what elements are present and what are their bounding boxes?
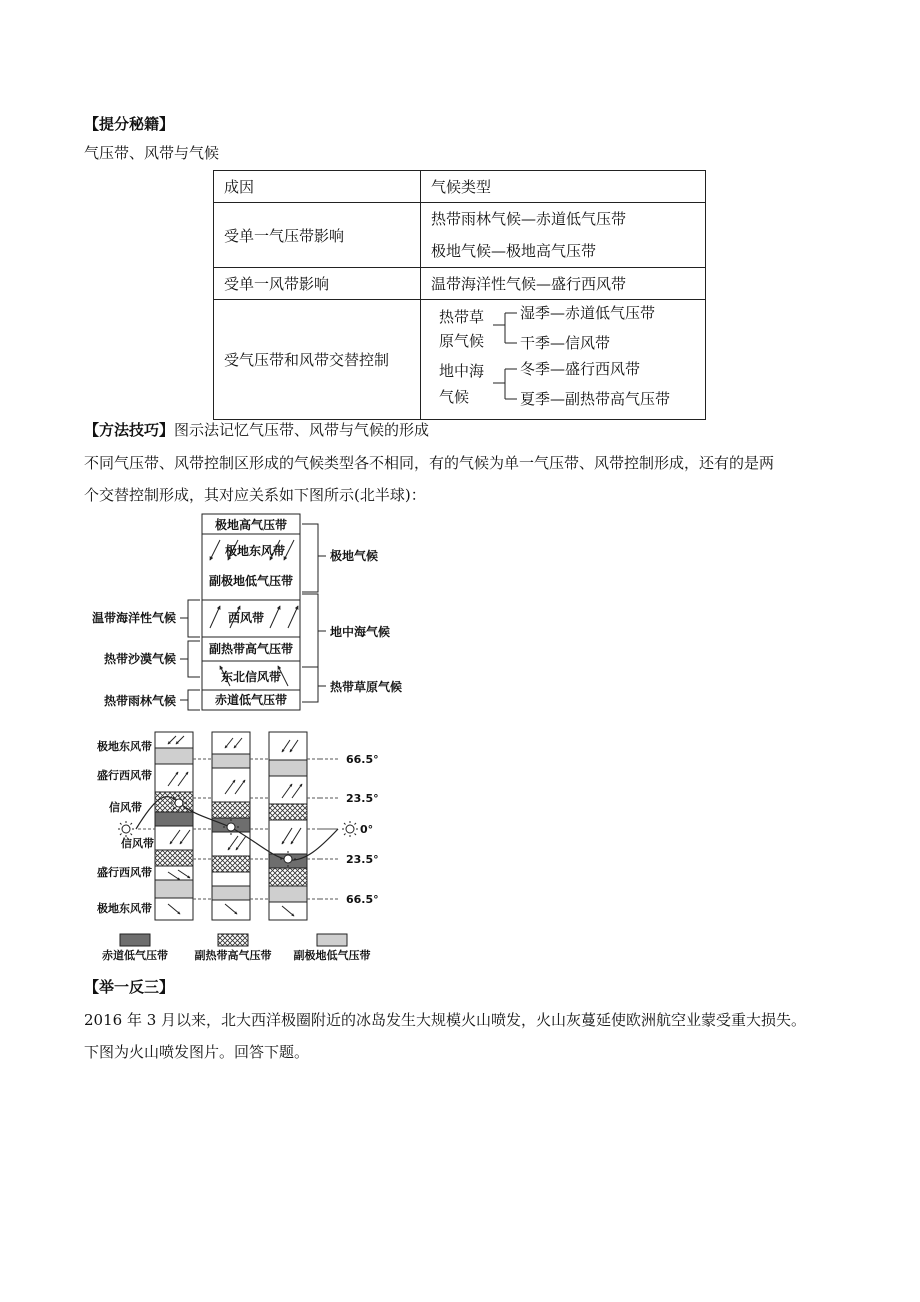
method-paragraph-line: 不同气压带、风带控制区形成的气候类型各不相同，有的气候为单一气压带、风带控制形成，还有的是两: [84, 454, 775, 472]
practice-heading: 【举一反三】: [84, 978, 175, 996]
belt-label: 信风带: [121, 837, 154, 850]
band-label: 极地高气压带: [214, 518, 288, 532]
legend-label: 副极地低气压带: [293, 949, 371, 962]
latitude-label: 23.5°: [346, 853, 379, 866]
bracket-connectors: [427, 303, 537, 417]
climate-label: 温带海洋性气候: [91, 611, 176, 625]
climate-line: 热带雨林气候—赤道低气压带: [431, 210, 627, 228]
latitude-label: 0°: [360, 823, 374, 836]
climate-label: 热带草原气候: [330, 680, 403, 694]
left-brackets: [180, 600, 200, 710]
group-name-line: 地中海: [439, 361, 485, 380]
legend-label: 赤道低气压带: [102, 949, 168, 962]
band-label: 赤道低气压带: [214, 693, 288, 707]
tips-heading: 【提分秘籍】: [84, 115, 175, 133]
climate-label: 热带沙漠气候: [103, 652, 176, 666]
table-header-cause: 成因: [214, 171, 421, 203]
right-brackets: [302, 524, 326, 702]
group-name-line: 热带草: [439, 307, 485, 326]
legend-swatches: [120, 934, 347, 946]
latitude-label: 66.5°: [346, 893, 379, 906]
table-row: [214, 268, 706, 300]
belt-shift-diagram: [80, 728, 400, 964]
method-heading: 【方法技巧】: [84, 421, 175, 439]
table-header-row: [214, 171, 706, 203]
group-item: 干季—信风带: [520, 333, 611, 352]
group-item: 冬季—盛行西风带: [520, 359, 641, 378]
table-cell-climates: 温带海洋性气候—盛行西风带: [421, 268, 706, 300]
band-label: 西风带: [227, 611, 265, 625]
climate-table: [213, 170, 706, 420]
table-header-climate: 气候类型: [421, 171, 706, 203]
table-row: [214, 300, 706, 420]
table-row: [214, 203, 706, 268]
band-label: 极地东风带: [224, 544, 286, 558]
belt-label: 盛行西风带: [97, 769, 152, 782]
tips-subtitle: 气压带、风带与气候: [84, 144, 220, 162]
table-cell-cause: 受气压带和风带交替控制: [214, 300, 421, 420]
belt-label: 信风带: [109, 801, 142, 814]
band-climate-diagram: [80, 512, 420, 714]
group-name-line: 气候: [439, 387, 470, 406]
latitude-label: 66.5°: [346, 753, 379, 766]
column-right: [269, 732, 307, 920]
method-heading-line: [84, 420, 429, 440]
group-name-line: 原气候: [439, 331, 485, 350]
method-paragraph-line: 个交替控制形成，其对应关系如下图所示(北半球)：: [84, 486, 426, 504]
band-label: 副极地低气压带: [208, 574, 294, 588]
practice-paragraph-line: 下图为火山喷发图片。回答下题。: [84, 1043, 310, 1061]
group-item: 夏季—副热带高气压带: [520, 389, 671, 408]
table-cell-alternating: [421, 300, 706, 420]
belt-label: 盛行西风带: [97, 866, 152, 879]
practice-paragraph-line: 2016 年 3 月以来，北大西洋极圈附近的冰岛发生大规模火山喷发，火山灰蔓延使欧洲航空业蒙受重大损失。: [84, 1011, 807, 1029]
table-cell-cause: 受单一风带影响: [214, 268, 421, 300]
belt-label: 极地东风带: [97, 902, 152, 915]
table-cell-climates: [421, 203, 706, 268]
latitude-label: 23.5°: [346, 792, 379, 805]
belt-label: 极地东风带: [97, 740, 152, 753]
table-cell-cause: 受单一气压带影响: [214, 203, 421, 268]
legend-label: 副热带高气压带: [194, 949, 272, 962]
method-heading-rest: 图示法记忆气压带、风带与气候的形成: [174, 421, 430, 439]
group-item: 湿季—赤道低气压带: [520, 303, 656, 322]
band-label: 东北信风带: [220, 670, 282, 684]
climate-label: 地中海气候: [330, 625, 391, 639]
band-label: 副热带高气压带: [208, 642, 294, 656]
climate-label: 热带雨林气候: [103, 694, 176, 708]
column-left: [155, 732, 193, 920]
climate-label: 极地气候: [330, 549, 379, 563]
climate-line: 极地气候—极地高气压带: [431, 242, 597, 260]
